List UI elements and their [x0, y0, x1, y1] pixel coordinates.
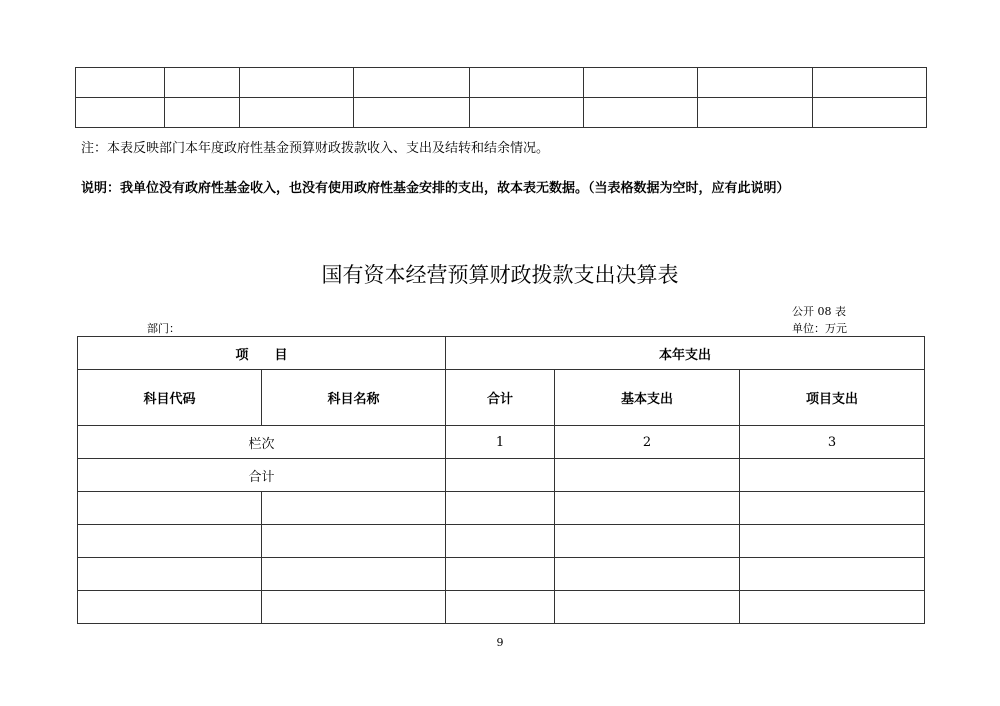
- table-cell: [446, 525, 555, 558]
- table-cell: [240, 68, 354, 98]
- table-row: [78, 492, 925, 525]
- table-cell: [78, 558, 262, 591]
- table-cell: [555, 525, 740, 558]
- table-cell: [78, 492, 262, 525]
- table-cell: [165, 98, 240, 128]
- table-cell: [584, 68, 698, 98]
- table-cell: [698, 68, 813, 98]
- total-row: [78, 459, 925, 492]
- form-code: 公开 08 表: [792, 305, 846, 318]
- table-row: [76, 98, 927, 128]
- index-2: 2: [555, 426, 740, 459]
- table-cell: [470, 68, 584, 98]
- table-cell: [740, 492, 925, 525]
- table-cell: [555, 459, 740, 492]
- table-cell: [470, 98, 584, 128]
- table-note: 注：本表反映部门本年度政府性基金预算财政拨款收入、支出及结转和结余情况。: [81, 141, 550, 156]
- table-row: [78, 558, 925, 591]
- col-total: 合计: [446, 370, 555, 426]
- expenditure-table: [77, 336, 925, 624]
- table-cell: [813, 68, 927, 98]
- table-cell: [354, 68, 470, 98]
- index-3: 3: [740, 426, 925, 459]
- table-cell: [446, 459, 555, 492]
- table-cell: [740, 459, 925, 492]
- table-cell: [262, 492, 446, 525]
- table-cell: [446, 591, 555, 624]
- header-project: 项 目: [78, 337, 446, 370]
- table-cell: [76, 68, 165, 98]
- col-subject-code: 科目代码: [78, 370, 262, 426]
- unit-label: 单位：万元: [792, 322, 847, 335]
- table-cell: [76, 98, 165, 128]
- table-cell: [446, 558, 555, 591]
- department-label: 部门：: [147, 322, 180, 335]
- table-cell: [354, 98, 470, 128]
- table-cell: [165, 68, 240, 98]
- table-cell: [698, 98, 813, 128]
- column-header-row: [78, 370, 925, 426]
- empty-data-explanation: 说明：我单位没有政府性基金收入，也没有使用政府性基金安排的支出，故本表无数据。（当表格数据为空时，应有此说明）: [81, 181, 790, 196]
- total-label: 合计: [78, 459, 446, 492]
- table-cell: [78, 591, 262, 624]
- table-cell: [78, 525, 262, 558]
- table-row: [78, 525, 925, 558]
- table-cell: [584, 98, 698, 128]
- col-subject-name: 科目名称: [262, 370, 446, 426]
- index-label: 栏次: [78, 426, 446, 459]
- index-row: [78, 426, 925, 459]
- table-cell: [240, 98, 354, 128]
- page-title: 国有资本经营预算财政拨款支出决算表: [321, 263, 679, 287]
- previous-table-fragment: [75, 67, 927, 128]
- table-row: [76, 68, 927, 98]
- table-cell: [262, 591, 446, 624]
- table-cell: [262, 558, 446, 591]
- table-cell: [740, 525, 925, 558]
- header-row: [78, 337, 925, 370]
- table-cell: [555, 591, 740, 624]
- table-cell: [740, 558, 925, 591]
- table-cell: [555, 492, 740, 525]
- table-row: [78, 591, 925, 624]
- table-cell: [813, 98, 927, 128]
- table-cell: [262, 525, 446, 558]
- col-basic: 基本支出: [555, 370, 740, 426]
- table-cell: [555, 558, 740, 591]
- page-number: 9: [496, 636, 504, 649]
- header-current-year: 本年支出: [446, 337, 925, 370]
- table-cell: [446, 492, 555, 525]
- index-1: 1: [446, 426, 555, 459]
- col-project: 项目支出: [740, 370, 925, 426]
- table-cell: [740, 591, 925, 624]
